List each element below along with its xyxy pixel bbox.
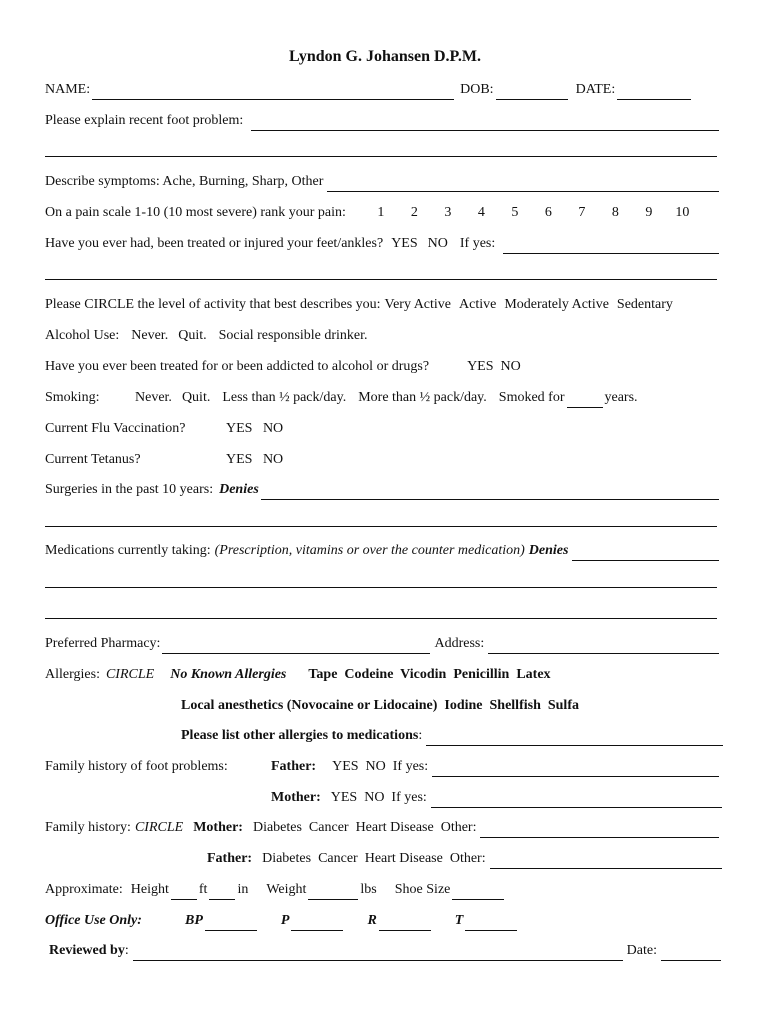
family-history-circle: CIRCLE	[134, 820, 184, 835]
bp-label: BP	[185, 913, 203, 928]
shoe-field[interactable]	[452, 885, 504, 900]
family-foot-row	[45, 757, 721, 777]
pain-scale	[366, 203, 698, 223]
alcohol-quit[interactable]: Quit.	[178, 328, 207, 343]
surgeries-line[interactable]	[45, 526, 717, 527]
activity-active[interactable]: Active	[459, 297, 497, 312]
symptoms-field[interactable]	[327, 177, 719, 192]
family-foot-mother-options[interactable]: YES NO If yes:	[330, 790, 427, 805]
p-label: P	[280, 913, 290, 928]
r-field[interactable]	[379, 916, 431, 931]
pain-option[interactable]: 4	[477, 205, 485, 220]
family-foot-father-options[interactable]: YES NO If yes:	[332, 759, 429, 774]
reviewed-field[interactable]	[133, 946, 623, 961]
approx-label: Approximate:	[45, 882, 123, 897]
surgeries-denies[interactable]: Denies	[219, 482, 259, 497]
office-row	[45, 911, 721, 931]
allergy-options-2[interactable]: Local anesthetics (Novocaine or Lidocaine) Iodine Shellfish Sulfa	[181, 698, 579, 713]
alcohol-label: Alcohol Use:	[45, 328, 120, 343]
activity-sedentary[interactable]: Sedentary	[616, 297, 673, 312]
family-foot-label: Family history of foot problems:	[45, 759, 228, 774]
addiction-options[interactable]: YES NO	[467, 359, 521, 374]
medications-row	[45, 541, 721, 561]
family-foot-father-field[interactable]	[432, 762, 719, 777]
family-foot-mother-label: Mother:	[271, 790, 321, 805]
addiction-label: Have you ever been treated for or been addicted to alcohol or drugs?	[45, 359, 430, 374]
family-history-label: Family history:	[45, 820, 131, 835]
t-label: T	[454, 913, 464, 928]
date-field[interactable]	[617, 85, 691, 100]
tetanus-row	[45, 450, 721, 470]
allergy-options-row-2	[181, 696, 721, 716]
medications-note: (Prescription, vitamins or over the counter medication)	[214, 543, 525, 558]
foot-problem-field[interactable]	[251, 116, 719, 131]
smoking-never[interactable]: Never.	[135, 390, 172, 405]
name-row	[45, 80, 721, 100]
foot-problem-row	[45, 111, 721, 131]
dob-label: DOB:	[460, 82, 494, 97]
medications-denies[interactable]: Denies	[528, 543, 569, 558]
medications-label: Medications currently taking:	[45, 543, 211, 558]
years-label: years.	[604, 390, 638, 405]
flu-options[interactable]: YES NO	[226, 421, 284, 436]
flu-row	[45, 419, 721, 439]
pain-option[interactable]: 6	[544, 205, 552, 220]
shoe-label: Shoe Size	[394, 882, 451, 897]
address-label: Address:	[434, 636, 485, 651]
medications-line-1[interactable]	[45, 587, 717, 588]
family-foot-father-label: Father:	[271, 759, 317, 774]
ft-label: ft	[198, 882, 208, 897]
family-history-father-field[interactable]	[490, 854, 722, 869]
pharmacy-field[interactable]	[162, 639, 430, 654]
name-label: NAME:	[45, 82, 91, 97]
injury-ifyes-label: If yes:	[459, 236, 496, 251]
smoked-for-label: Smoked for	[498, 390, 565, 405]
medications-line-2[interactable]	[45, 618, 717, 619]
family-history-mother-label: Mother:	[193, 820, 243, 835]
alcohol-social[interactable]: Social responsible drinker.	[218, 328, 368, 343]
pharmacy-row	[45, 634, 721, 654]
symptoms-label: Describe symptoms: Ache, Burning, Sharp, Other	[45, 174, 324, 189]
other-allergies-row: Please list other allergies to medications :	[181, 726, 725, 746]
smoking-more-half[interactable]: More than ½ pack/day.	[358, 390, 487, 405]
tetanus-label: Current Tetanus?	[45, 452, 141, 467]
family-history-father-options[interactable]: Diabetes Cancer Heart Disease Other:	[262, 851, 486, 866]
injury-no[interactable]: NO	[427, 236, 448, 251]
pharmacy-label: Preferred Pharmacy:	[45, 636, 161, 651]
weight-label: Weight	[266, 882, 307, 897]
height-label: Height	[130, 882, 169, 897]
pain-label: On a pain scale 1-10 (10 most severe) rank your pain:	[45, 205, 346, 220]
allergies-label: Allergies:	[45, 667, 100, 682]
smoking-less-half[interactable]: Less than ½ pack/day.	[222, 390, 347, 405]
bp-field[interactable]	[205, 916, 257, 931]
symptoms-row	[45, 172, 721, 192]
name-field[interactable]	[92, 85, 454, 100]
form-title: Lyndon G. Johansen D.P.M.	[289, 48, 481, 65]
weight-field[interactable]	[308, 885, 358, 900]
reviewed-label: Reviewed by	[49, 943, 125, 958]
pain-option[interactable]: 1	[377, 205, 385, 220]
foot-problem-label: Please explain recent foot problem:	[45, 113, 244, 128]
pain-option[interactable]: 8	[611, 205, 619, 220]
t-field[interactable]	[465, 916, 517, 931]
foot-problem-line[interactable]	[45, 156, 717, 157]
office-label: Office Use Only:	[45, 913, 142, 928]
alcohol-row	[45, 326, 721, 346]
medications-field[interactable]	[572, 546, 719, 561]
p-field[interactable]	[291, 916, 343, 931]
surgeries-row	[45, 480, 721, 500]
surgeries-field[interactable]	[261, 485, 719, 500]
injury-field[interactable]	[503, 239, 719, 254]
pain-option[interactable]: 7	[578, 205, 586, 220]
date-label: DATE:	[575, 82, 616, 97]
activity-label: Please CIRCLE the level of activity that best describes you:	[45, 297, 381, 312]
no-known-allergies[interactable]: No Known Allergies	[170, 667, 287, 682]
allergies-circle: CIRCLE	[105, 667, 155, 682]
reviewed-row: Reviewed by : Date:	[49, 941, 723, 961]
height-ft-field[interactable]	[171, 885, 197, 900]
injury-yes[interactable]: YES	[391, 236, 418, 251]
pain-option[interactable]: 10	[675, 205, 690, 220]
smoking-label: Smoking:	[45, 390, 100, 405]
pain-option[interactable]: 5	[511, 205, 519, 220]
family-history-father-label: Father:	[207, 851, 253, 866]
family-history-father-row	[207, 849, 724, 869]
flu-label: Current Flu Vaccination?	[45, 421, 186, 436]
r-label: R	[367, 913, 377, 928]
lbs-label: lbs	[360, 882, 377, 897]
family-history-row	[45, 818, 721, 838]
family-foot-mother-field[interactable]	[431, 793, 722, 808]
other-allergies-label: Please list other allergies to medications	[181, 728, 419, 743]
pain-option[interactable]: 2	[410, 205, 418, 220]
pain-row	[45, 203, 721, 223]
family-history-mother-options[interactable]: Diabetes Cancer Heart Disease Other:	[252, 820, 477, 835]
smoked-years-field[interactable]	[567, 393, 603, 408]
activity-moderately-active[interactable]: Moderately Active	[504, 297, 609, 312]
in-label: in	[237, 882, 249, 897]
pain-option[interactable]: 9	[645, 205, 653, 220]
approx-row	[45, 880, 721, 900]
family-history-mother-field[interactable]	[480, 823, 719, 838]
allergy-options-1[interactable]: Tape Codeine Vicodin Penicillin Latex	[308, 667, 551, 682]
activity-very-active[interactable]: Very Active	[384, 297, 452, 312]
activity-row	[45, 295, 735, 315]
address-field[interactable]	[488, 639, 719, 654]
smoking-row	[45, 388, 721, 408]
injury-line[interactable]	[45, 279, 717, 280]
dob-field[interactable]	[496, 85, 568, 100]
date2-field[interactable]	[661, 946, 721, 961]
pain-option[interactable]: 3	[444, 205, 452, 220]
allergies-row	[45, 665, 721, 685]
family-foot-mother-row	[271, 788, 724, 808]
injury-label: Have you ever had, been treated or injured your feet/ankles?	[45, 236, 384, 251]
addiction-row	[45, 357, 721, 377]
tetanus-options[interactable]: YES NO	[226, 452, 284, 467]
height-in-field[interactable]	[209, 885, 235, 900]
alcohol-never[interactable]: Never.	[131, 328, 169, 343]
smoking-quit[interactable]: Quit.	[181, 390, 211, 405]
surgeries-label: Surgeries in the past 10 years:	[45, 482, 214, 497]
injury-row	[45, 234, 721, 254]
other-allergies-field[interactable]	[426, 731, 723, 746]
date2-label: Date:	[626, 943, 657, 958]
